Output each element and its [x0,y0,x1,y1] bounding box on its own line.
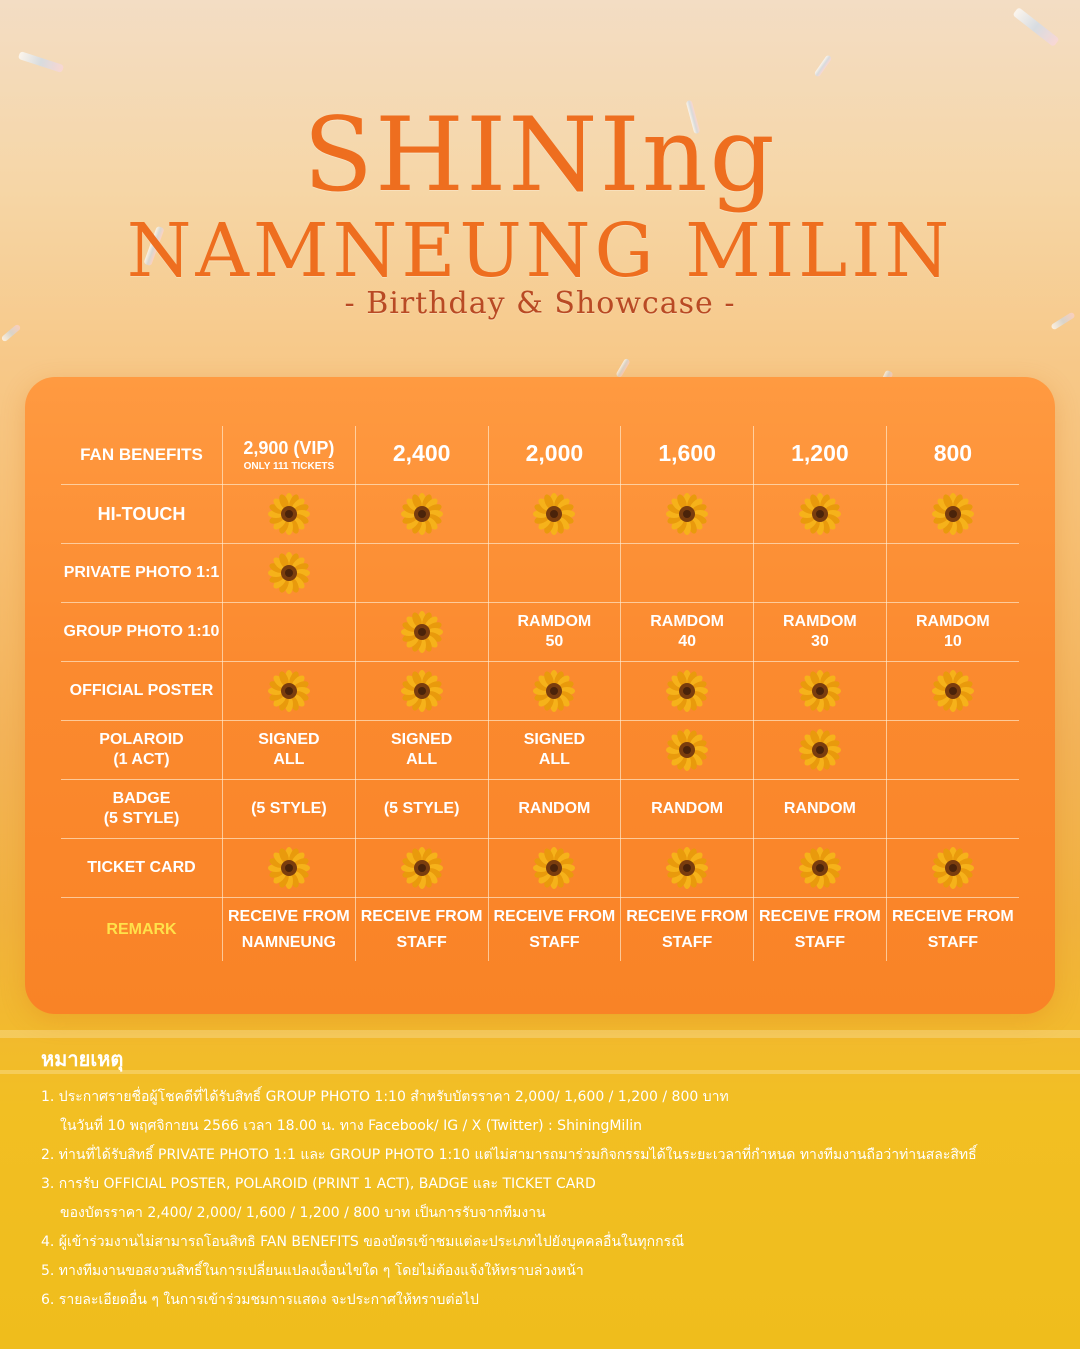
table-row [61,721,1019,780]
note-line: 5. ทางทีมงานขอสงวนสิทธิ์ในการเปลี่ยนแปลงเงื่อนไขใด ๆ โดยไม่ต้องแจ้งให้ทราบล่วงหน้า [41,1263,584,1279]
benefit-cell: RANDOM [754,780,887,839]
sunflower-icon [401,493,443,535]
table-row [61,544,1019,603]
benefit-cell [754,485,887,544]
benefit-cell: SIGNED ALL [223,721,356,780]
fan-benefits-table [61,426,1019,961]
table-row [61,780,1019,839]
price-header-3 [621,426,754,485]
benefit-cell: RAMDOM 50 [488,603,621,662]
sunflower-icon [932,847,974,889]
sparkle-decoration [814,54,833,77]
benefit-cell [355,485,488,544]
table-row [61,839,1019,898]
sunflower-icon [666,493,708,535]
vip-ticket-note: ONLY 111 TICKETS [243,460,335,472]
sunflower-icon [268,670,310,712]
table-row [61,662,1019,721]
benefit-label: OFFICIAL POSTER [61,662,223,721]
sunflower-icon [799,670,841,712]
benefit-cell [621,544,754,603]
sunflower-icon [799,729,841,771]
title-subtitle: - Birthday & Showcase - [344,286,736,321]
note-line: 2. ท่านที่ได้รับสิทธิ์ PRIVATE PHOTO 1:1 และ GROUP PHOTO 1:10 แต่ไม่สามารถมาร่วมกิจกรรมได้ในระยะเวลาที่กำหนด ทางทีมงานถือว่าท่านสละสิทธิ์ [41,1147,977,1163]
benefit-cell: RAMDOM 30 [754,603,887,662]
price-label: 2,900 (VIP) [243,437,335,458]
benefit-cell [754,839,887,898]
note-line: 4. ผู้เข้าร่วมงานไม่สามารถโอนสิทธิ FAN BENEFITS ของบัตรเข้าชมแต่ละประเภทไปยังบุคคลอื่นในทุกกรณี [41,1234,685,1250]
sparkle-decoration [1012,7,1059,47]
benefit-cell [886,485,1019,544]
benefit-cell [754,662,887,721]
benefit-cell [621,662,754,721]
sunflower-icon [533,847,575,889]
sunflower-icon [932,493,974,535]
price-header-0 [223,426,356,485]
benefit-cell [886,780,1019,839]
price-label: 2,400 [392,440,451,466]
benefit-cell: RAMDOM 10 [886,603,1019,662]
sunflower-icon [932,670,974,712]
sunflower-icon [401,670,443,712]
table-header-row [61,426,1019,485]
sparkle-decoration [1,324,22,343]
benefit-cell [886,662,1019,721]
note-line: 1. ประกาศรายชื่อผู้โชคดีที่ได้รับสิทธิ์ GROUP PHOTO 1:10 สำหรับบัตรราคา 2,000/ 1,600 / 1,200 / 800 บาท [41,1089,729,1105]
benefit-cell [621,839,754,898]
benefit-cell: RANDOM [488,780,621,839]
benefit-cell [886,544,1019,603]
price-header-4 [754,426,887,485]
benefit-cell [223,662,356,721]
benefit-cell [223,603,356,662]
benefit-cell [886,839,1019,898]
price-label: 2,000 [525,440,584,466]
sunflower-icon [533,670,575,712]
sparkle-decoration [18,51,64,73]
benefit-cell: (5 STYLE) [223,780,356,839]
benefit-cell [355,662,488,721]
price-header-5 [886,426,1019,485]
benefit-cell: RAMDOM 40 [621,603,754,662]
sunflower-icon [666,847,708,889]
benefit-label: PRIVATE PHOTO 1:1 [61,544,223,603]
notes-section [41,1043,977,1315]
benefit-cell: RECEIVE FROM STAFF [355,898,488,962]
sunflower-icon [799,847,841,889]
benefit-label: HI-TOUCH [61,485,223,544]
haze-decoration [0,1030,1080,1038]
notes-title: หมายเหตุ [41,1047,124,1071]
price-label: 1,600 [658,440,716,466]
note-line: 6. รายละเอียดอื่น ๆ ในการเข้าร่วมชมการแสดง จะประกาศให้ทราบต่อไป [41,1292,479,1308]
benefit-cell [754,721,887,780]
benefit-cell: RECEIVE FROM STAFF [488,898,621,962]
price-label: 1,200 [791,440,849,466]
sunflower-icon [533,493,575,535]
benefit-cell [223,485,356,544]
benefit-cell: SIGNED ALL [355,721,488,780]
benefit-cell: RANDOM [621,780,754,839]
price-header-2 [488,426,621,485]
note-line: ของบัตรราคา 2,400/ 2,000/ 1,600 / 1,200 / 800 บาท เป็นการรับจากทีมงาน [60,1205,546,1221]
table-row [61,485,1019,544]
benefit-cell [621,485,754,544]
sunflower-icon [401,611,443,653]
price-header-1 [355,426,488,485]
benefit-cell [488,839,621,898]
benefit-cell [488,485,621,544]
benefit-cell [754,544,887,603]
sunflower-icon [666,729,708,771]
sunflower-icon [799,493,841,535]
sunflower-icon [666,670,708,712]
benefit-cell: RECEIVE FROM NAMNEUNG [223,898,356,962]
benefit-cell: RECEIVE FROM STAFF [621,898,754,962]
title-shining: SHINIng [303,96,777,215]
benefit-cell: RECEIVE FROM STAFF [886,898,1019,962]
benefit-cell [621,721,754,780]
sunflower-icon [401,847,443,889]
benefit-label: GROUP PHOTO 1:10 [61,603,223,662]
benefit-cell [355,839,488,898]
benefit-cell [355,544,488,603]
benefit-cell [223,839,356,898]
sunflower-icon [268,493,310,535]
note-line: ในวันที่ 10 พฤศจิกายน 2566 เวลา 18.00 น. ทาง Facebook/ IG / X (Twitter) : ShiningMilin [60,1118,642,1134]
benefit-label: BADGE (5 STYLE) [61,780,223,839]
benefit-cell [488,662,621,721]
table-row [61,898,1019,962]
benefit-cell [355,603,488,662]
benefit-label: REMARK [61,898,223,962]
benefit-cell [223,544,356,603]
benefit-cell: (5 STYLE) [355,780,488,839]
price-label: 800 [933,440,973,466]
benefit-cell [886,721,1019,780]
benefit-cell [488,544,621,603]
sunflower-icon [268,847,310,889]
benefit-cell: SIGNED ALL [488,721,621,780]
sunflower-icon [268,552,310,594]
benefit-cell: RECEIVE FROM STAFF [754,898,887,962]
sparkle-decoration [615,358,630,378]
fan-benefits-label: FAN BENEFITS [61,426,223,485]
note-line: 3. การรับ OFFICIAL POSTER, POLAROID (PRINT 1 ACT), BADGE และ TICKET CARD [41,1176,596,1192]
title-name: NAMNEUNG MILIN [126,208,954,294]
table-row [61,603,1019,662]
benefit-label: TICKET CARD [61,839,223,898]
benefit-label: POLAROID (1 ACT) [61,721,223,780]
